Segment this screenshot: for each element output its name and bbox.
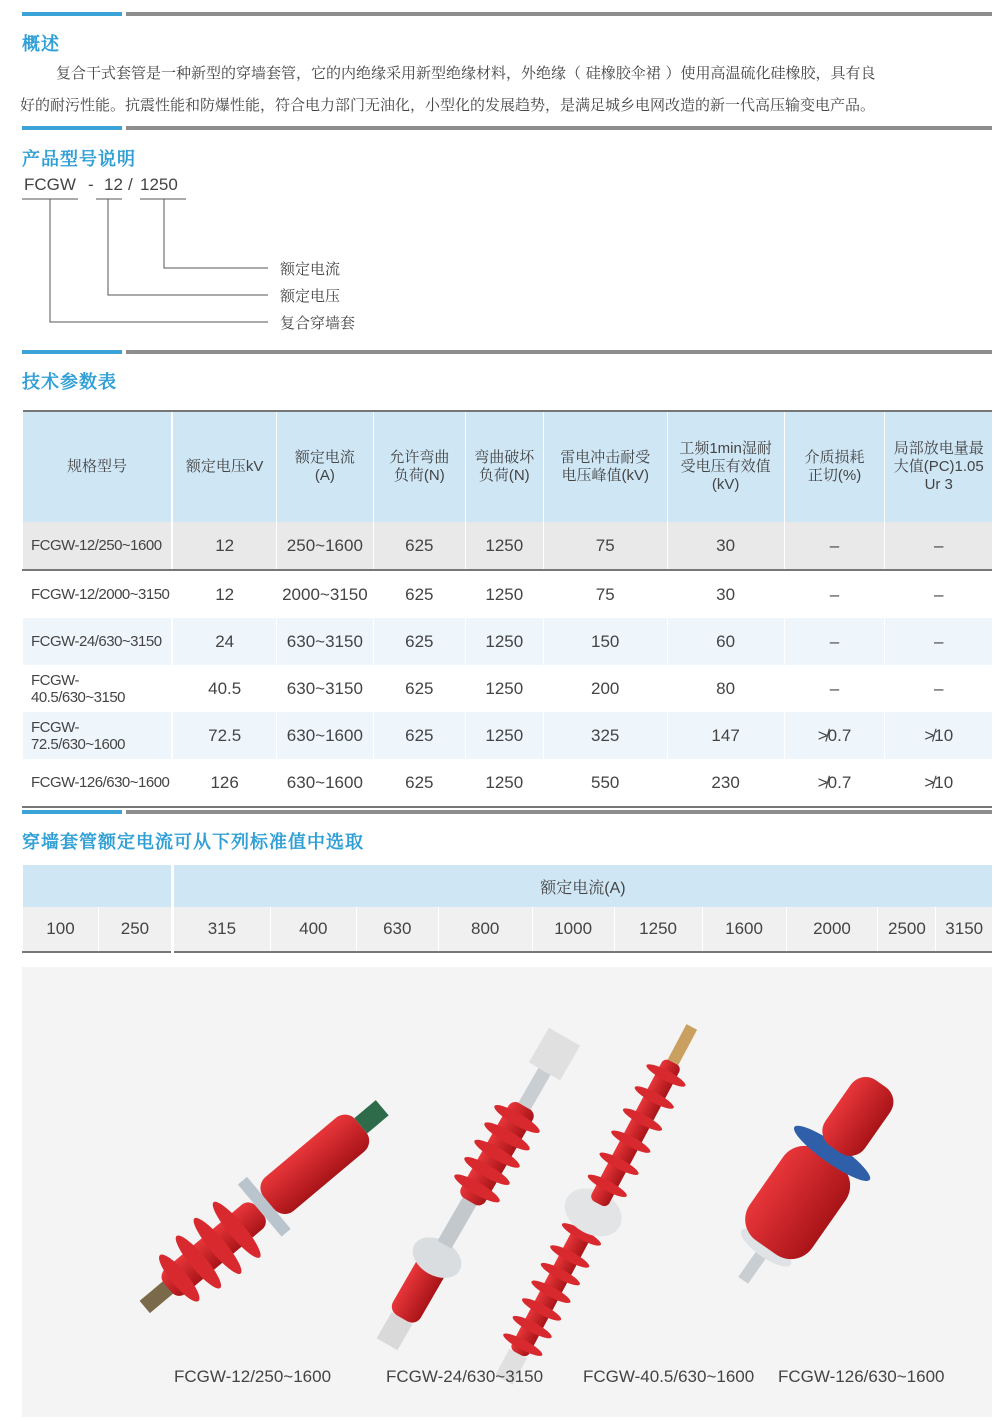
spec-header-model: 规格型号: [23, 411, 173, 522]
spec-cell: 1250: [465, 665, 543, 712]
current-value-cell: 800: [438, 907, 532, 952]
spec-cell: 12: [172, 522, 276, 570]
spec-cell: 2000~3150: [276, 570, 373, 618]
label-rated-current: 额定电流: [280, 260, 341, 278]
spec-header-dielectric: 介质损耗 正切(%): [784, 411, 885, 522]
spec-cell: 147: [667, 712, 784, 759]
spec-cell-model: FCGW-12/250~1600: [23, 522, 173, 570]
spec-cell-model: FCGW-24/630~3150: [23, 618, 173, 665]
spec-cell: 625: [373, 665, 465, 712]
spec-table: [22, 410, 992, 808]
spec-cell: 630~3150: [276, 618, 373, 665]
divider-spec: [22, 350, 992, 354]
spec-cell: 1250: [465, 759, 543, 807]
spec-cell: 30: [667, 570, 784, 618]
spec-cell: 230: [667, 759, 784, 807]
spec-cell: 200: [543, 665, 667, 712]
spec-cell: 1250: [465, 522, 543, 570]
overview-line-1: 复合干式套管是一种新型的穿墙套管，它的内绝缘采用新型绝缘材料，外绝缘（ 硅橡胶伞裙 ）使用高温硫化硅橡胶，具有良: [56, 64, 876, 82]
spec-cell: 625: [373, 522, 465, 570]
spec-cell: 12: [172, 570, 276, 618]
spec-cell: 80: [667, 665, 784, 712]
spec-cell-model: FCGW-12/2000~3150: [23, 570, 173, 618]
spec-row: [23, 618, 993, 665]
product-3-image: [478, 1013, 719, 1394]
spec-row: [23, 759, 993, 807]
spec-row: [23, 570, 993, 618]
current-value-cell: 630: [356, 907, 438, 952]
current-value-cell: 250: [98, 907, 172, 952]
current-value-cell: 1250: [614, 907, 702, 952]
spec-cell: 30: [667, 522, 784, 570]
spec-cell: 630~3150: [276, 665, 373, 712]
model-code-slash: /: [128, 175, 133, 194]
spec-row: [23, 712, 993, 759]
current-value-cell: 2500: [878, 907, 936, 952]
spec-cell: 1250: [465, 618, 543, 665]
product-4-image: [705, 1057, 918, 1306]
spec-header-partial-discharge: 局部放电量最 大值(PC)1.05 Ur 3: [885, 411, 992, 522]
current-value-cell: 315: [172, 907, 270, 952]
spec-cell: ≯10: [885, 712, 992, 759]
spec-cell: 1250: [465, 570, 543, 618]
spec-cell: ≯0.7: [784, 759, 885, 807]
current-header-empty: [23, 865, 173, 907]
spec-row: [23, 522, 993, 570]
spec-cell-model: FCGW-72.5/630~1600: [23, 712, 173, 759]
current-value-cell: 3150: [936, 907, 992, 952]
model-code-prefix: FCGW: [24, 175, 76, 194]
spec-cell: –: [885, 618, 992, 665]
label-composite-bushing: 复合穿墙套: [280, 314, 356, 332]
spec-cell-model: FCGW-40.5/630~3150: [23, 665, 173, 712]
overview-line-2: 好的耐污性能。抗震性能和防爆性能，符合电力部门无油化，小型化的发展趋势，是满足城乡电网改造的新一代高压输变电产品。: [20, 96, 876, 114]
product-1-image: [122, 1080, 406, 1334]
spec-cell: 150: [543, 618, 667, 665]
product-photo-panel: [22, 967, 992, 1417]
spec-cell: 625: [373, 712, 465, 759]
spec-cell: 126: [172, 759, 276, 807]
spec-cell: ≯0.7: [784, 712, 885, 759]
caption-product-2: FCGW-24/630~3150: [386, 1367, 544, 1386]
spec-cell: 60: [667, 618, 784, 665]
spec-cell: –: [885, 665, 992, 712]
spec-header-lightning: 雷电冲击耐受 电压峰值(kV): [543, 411, 667, 522]
current-value-cell: 100: [23, 907, 99, 952]
divider-current: [22, 810, 992, 814]
caption-product-3: FCGW-40.5/630~1600: [583, 1367, 755, 1386]
product-illustration: [22, 967, 992, 1417]
spec-header-current: 额定电流 (A): [276, 411, 373, 522]
spec-header-row: [23, 411, 993, 522]
spec-cell: 75: [543, 570, 667, 618]
spec-cell: 625: [373, 759, 465, 807]
spec-cell-model: FCGW-126/630~1600: [23, 759, 173, 807]
spec-cell: 72.5: [172, 712, 276, 759]
current-table: [22, 865, 992, 953]
caption-product-1: FCGW-12/250~1600: [174, 1367, 332, 1386]
spec-cell: 75: [543, 522, 667, 570]
spec-cell: 630~1600: [276, 759, 373, 807]
current-values-row: [23, 907, 993, 952]
model-code-voltage: 12: [104, 175, 123, 194]
spec-cell: 40.5: [172, 665, 276, 712]
spec-cell: 1250: [465, 712, 543, 759]
current-header: 额定电流(A): [172, 865, 992, 907]
spec-cell: –: [784, 570, 885, 618]
spec-cell: 250~1600: [276, 522, 373, 570]
spec-title: 技术参数表: [22, 372, 117, 393]
current-value-cell: 2000: [786, 907, 878, 952]
spec-header-break-load: 弯曲破坏 负荷(N): [465, 411, 543, 522]
current-header-row: [23, 865, 993, 907]
current-title: 穿墙套管额定电流可从下列标准值中选取: [22, 832, 364, 853]
current-value-cell: 1600: [702, 907, 786, 952]
current-value-cell: 1000: [532, 907, 614, 952]
label-rated-voltage: 额定电压: [280, 287, 341, 305]
spec-cell: –: [885, 522, 992, 570]
overview-title: 概述: [22, 34, 60, 55]
spec-cell: –: [784, 522, 885, 570]
spec-cell: 550: [543, 759, 667, 807]
current-value-cell: 400: [270, 907, 356, 952]
spec-cell: 630~1600: [276, 712, 373, 759]
model-code-current: 1250: [140, 175, 178, 194]
spec-cell: 625: [373, 570, 465, 618]
spec-cell: ≯10: [885, 759, 992, 807]
spec-cell: –: [784, 618, 885, 665]
model-explain-title: 产品型号说明: [22, 149, 136, 170]
spec-header-voltage: 额定电压kV: [172, 411, 276, 522]
model-code-dash: -: [88, 175, 94, 194]
spec-header-power-freq: 工频1min湿耐 受电压有效值 (kV): [667, 411, 784, 522]
spec-header-bend-load: 允许弯曲 负荷(N): [373, 411, 465, 522]
spec-row: [23, 665, 993, 712]
spec-cell: 24: [172, 618, 276, 665]
spec-cell: –: [885, 570, 992, 618]
spec-cell: 325: [543, 712, 667, 759]
spec-cell: –: [784, 665, 885, 712]
caption-product-4: FCGW-126/630~1600: [778, 1367, 945, 1386]
spec-cell: 625: [373, 618, 465, 665]
